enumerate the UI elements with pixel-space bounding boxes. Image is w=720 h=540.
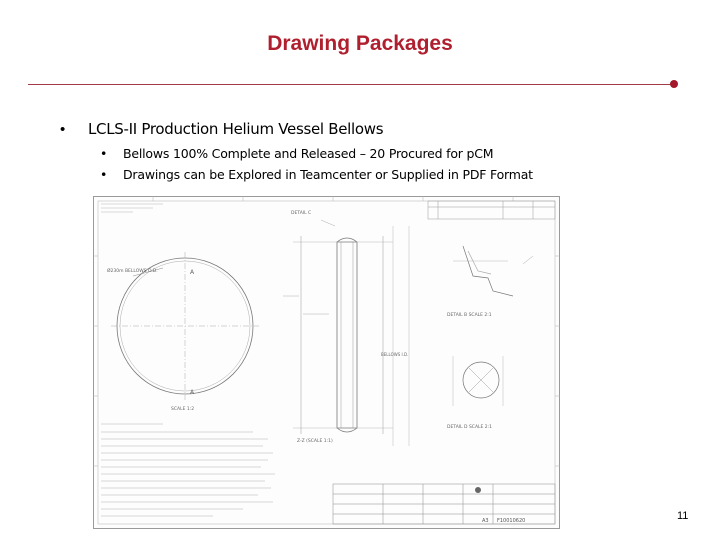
slide-title: Drawing Packages: [267, 32, 453, 55]
bullet-glyph: •: [60, 121, 66, 138]
main-bullet-text: LCLS-II Production Helium Vessel Bellows: [88, 120, 384, 138]
svg-text:A: A: [190, 389, 195, 396]
sub-bullet-glyph: •: [100, 146, 108, 161]
detail-d-label: DETAIL D SCALE 2:1: [447, 425, 493, 430]
drawing-number: F10010620: [497, 518, 526, 524]
divider-end-dot: [670, 80, 678, 88]
svg-text:A: A: [190, 269, 195, 276]
bellows-od-label: Ø230m BELLOWS O.D.: [107, 269, 158, 274]
title-divider: [28, 84, 673, 85]
sheet-size: A3: [482, 518, 489, 524]
detail-c-label: DETAIL C: [291, 211, 312, 216]
section-label: Z-Z (SCALE 1:1): [297, 439, 333, 444]
scale-label: SCALE 1:2: [171, 407, 195, 412]
engineering-drawing: [93, 196, 560, 529]
detail-b-label: DETAIL B SCALE 2:1: [447, 313, 492, 318]
title-block-logo: [475, 487, 481, 493]
sub-bullet-glyph: •: [100, 167, 108, 182]
bellows-id-label: BELLOWS I.D.: [381, 352, 409, 357]
sub-bullet-text: Bellows 100% Complete and Released – 20 Procured for pCM: [123, 146, 494, 161]
sub-bullet-text: Drawings can be Explored in Teamcenter or Supplied in PDF Format: [123, 167, 533, 182]
page-number: 11: [677, 510, 689, 522]
